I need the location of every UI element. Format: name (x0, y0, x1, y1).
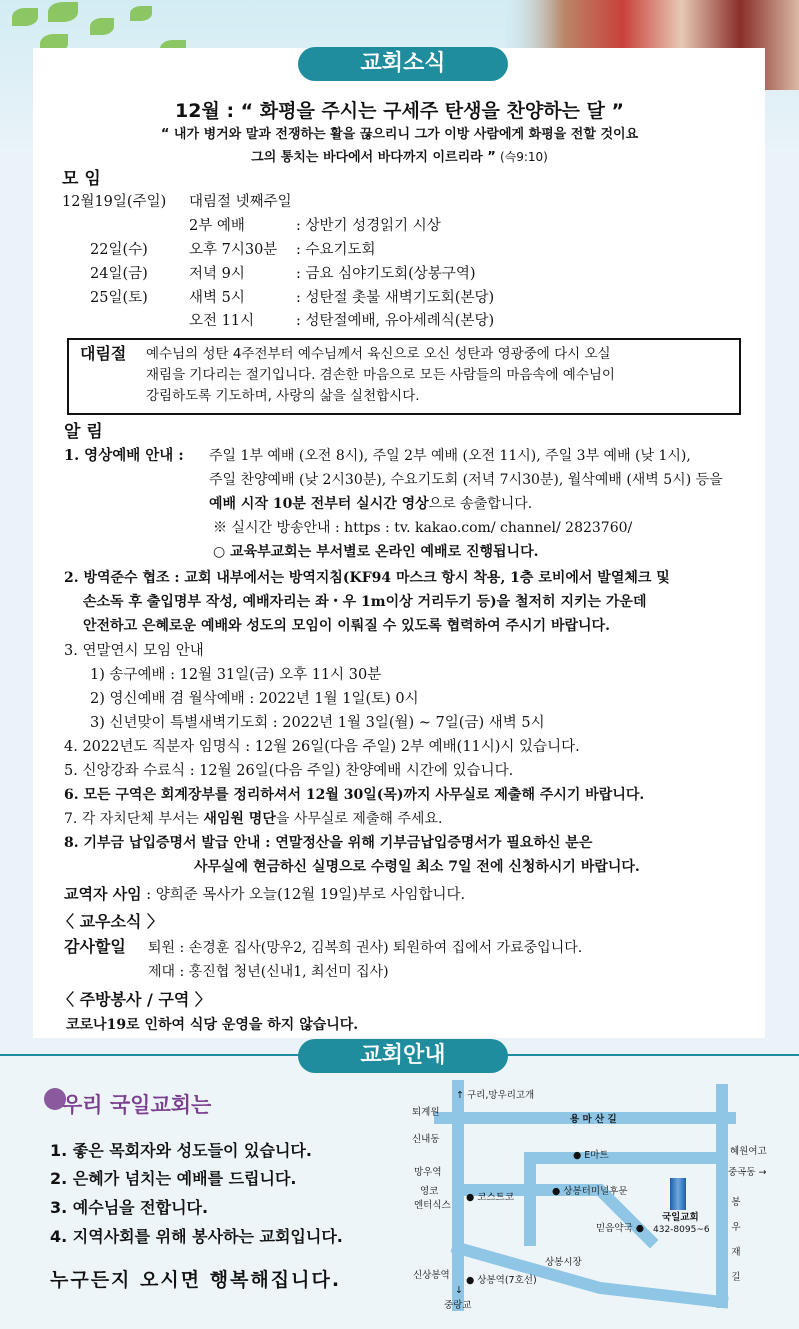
gathering-date: 24일(금) (90, 266, 148, 282)
notice-1-line-5: ○ 교육부교회는 부서별로 온라인 예배로 진행됩니다. (213, 544, 539, 560)
notice-7-bold: 새임원 명단 (203, 811, 276, 827)
members-news-line-1: 퇴원 : 손경훈 집사(망우2, 김복희 권사) 퇴원하여 집에서 가료중입니다. (148, 940, 583, 956)
intro-title: 우리 국일교회는 (62, 1093, 212, 1117)
notices-heading: 알 림 (64, 422, 103, 442)
notice-1-line-3-rest: 으로 송출합니다. (428, 496, 533, 512)
notice-3-title: 3. 연말연시 모임 안내 (64, 643, 204, 659)
minister-text: : 양희준 목사가 오늘(12월 19일)부로 사임합니다. (146, 887, 466, 903)
leaf-decoration (130, 6, 152, 21)
members-news-line-2: 제대 : 홍진협 청년(신내1, 최선미 집사) (148, 964, 389, 980)
gathering-date: 12월19일(주일) (62, 194, 167, 210)
map-label-sangbong-station: ● 상봉역(7호선) (466, 1275, 537, 1286)
kitchen-heading: 〈 주방봉사 / 구역 〉 (58, 990, 211, 1009)
map-label-sangbong-market: 상봉시장 (545, 1257, 582, 1268)
notice-7 (64, 810, 442, 828)
map-label-church-phone: 432-8095~6 (653, 1225, 710, 1235)
notice-7-pre: 7. 각 자치단체 부서는 (64, 811, 204, 827)
church-point-3: 3. 예수님을 전합니다. (50, 1198, 209, 1217)
map-label-sinsangbong: 신상봉역 (413, 1270, 450, 1281)
map-label-sinnae: 신내동 (412, 1134, 440, 1145)
leaf-decoration (90, 18, 114, 35)
members-news-heading: 〈 교우소식 〉 (58, 912, 163, 931)
gathering-desc: : 성탄절 촛불 새벽기도회(본당) (296, 290, 495, 306)
leaf-decoration (12, 8, 38, 26)
gathering-time: 2부 예배 (189, 218, 245, 234)
month-theme-title: 12월 : “ 화평을 주시는 구세주 탄생을 찬양하는 달 ” (175, 100, 624, 122)
live-stream-url[interactable]: ※ 실시간 방송안내 : https : tv. kakao.com/ channel/ 2823760/ (213, 520, 633, 536)
notice-8-line-1: 8. 기부금 납입증명서 발급 안내 : 연말정산을 위해 기부금납입증명서가 필요하신 분은 (64, 835, 593, 851)
map-label-pharmacy: 믿음약국 ● (596, 1223, 645, 1234)
church-point-2: 2. 은혜가 넘치는 예배를 드립니다. (50, 1169, 297, 1188)
notice-1-line-2: 주일 찬양예배 (낮 2시30분), 수요기도회 (저녁 7시30분), 월삭예배 (새벽 5시) 등을 (209, 472, 723, 488)
map-arrow-down: ↓ (455, 1285, 463, 1296)
gathering-time: 저녁 9시 (189, 266, 245, 282)
minister-resignation (64, 885, 465, 904)
notice-1-line-3 (209, 495, 532, 513)
gatherings-heading: 모 임 (62, 169, 101, 189)
gathering-time: 대림절 넷째주일 (189, 194, 292, 210)
verse-text: 그의 통치는 바다에서 바다까지 이르리라 ” (251, 150, 496, 165)
leaf-decoration (48, 2, 78, 22)
gathering-desc: : 수요기도회 (296, 242, 376, 258)
gathering-date: 25일(토) (90, 290, 148, 306)
church-point-1: 1. 좋은 목회자와 성도들이 있습니다. (50, 1141, 312, 1160)
verse-line-2 (0, 148, 799, 167)
notice-3-item-2: 2) 영신예배 겸 월삭예배 : 2022년 1월 1일(토) 0시 (90, 691, 419, 707)
map-label-emart: ● E마트 (573, 1150, 609, 1161)
map-label-jungnang: 중랑교 (444, 1300, 472, 1311)
map-label-mangu: 망우역 (414, 1167, 442, 1178)
section-title-news: 교회소식 (298, 47, 508, 81)
advent-label: 대림절 (80, 344, 127, 363)
notice-1-highlight: 예배 시작 10분 전부터 실시간 영상 (209, 496, 429, 512)
notice-2-line-2: 손소독 후 출입명부 작성, 예배자리는 좌・우 1m이상 거리두기 등)을 철저히 지키는 가운데 (83, 594, 647, 610)
gathering-time: 새벽 5시 (189, 290, 245, 306)
church-building-icon (670, 1178, 686, 1210)
advent-line-3: 강림하도록 기도하며, 사랑의 삶을 실천합시다. (146, 388, 420, 404)
notice-2-line-1: 2. 방역준수 협조 : 교회 내부에서는 방역지침(KF94 마스크 항시 착용, 1층 로비에서 발열체크 및 (64, 570, 670, 586)
gathering-desc: : 성탄절예배, 유아세례식(본당) (296, 313, 495, 329)
map-label-junggok: 중곡동 → (728, 1167, 767, 1178)
church-slogan: 누구든지 오시면 행복해집니다. (50, 1269, 342, 1291)
map-label-bongu: 봉 우 재 길 (731, 1197, 741, 1283)
notice-1-label: 1. 영상예배 안내 : (64, 447, 184, 464)
advent-line-2: 재림을 기다리는 절기입니다. 겸손한 마음으로 모든 사람들의 마음속에 예수님이 (146, 367, 615, 383)
gathering-desc: : 상반기 성경읽기 시상 (296, 218, 441, 234)
map-label-church-name: 국일교회 (662, 1212, 699, 1223)
notice-3-item-3: 3) 신년맞이 특별새벽기도회 : 2022년 1월 3일(월) ~ 7일(금) 새벽 5시 (90, 715, 545, 731)
map-label-yeongko: 영코 (420, 1186, 439, 1197)
section-title-info: 교회안내 (298, 1039, 508, 1073)
map-label-top-road: ↑ 구리,망우리고개 (456, 1090, 535, 1101)
verse-line-1: “ 내가 병거와 말과 전쟁하는 활을 끊으리니 그가 이방 사람에게 화평을 전할 것이요 (160, 127, 639, 142)
advent-line-1: 예수님의 성탄 4주전부터 예수님께서 육신으로 오신 성탄과 영광중에 다시 오실 (146, 346, 611, 362)
thanks-label: 감사할일 (64, 937, 126, 956)
map-label-hyewon: 혜원여고 (730, 1146, 767, 1157)
verse-reference: (슥9:10) (499, 150, 548, 164)
notice-1-line-1: 주일 1부 예배 (오전 8시), 주일 2부 예배 (오전 11시), 주일 3부 예배 (낮 1시), (209, 448, 691, 464)
map-label-terminal: ● 상봉터미널후문 (552, 1186, 628, 1197)
gathering-time: 오전 11시 (189, 313, 255, 329)
gathering-date: 22일(수) (90, 242, 148, 258)
notice-2-line-3: 안전하고 은혜로운 예배와 성도의 모임이 이뤄질 수 있도록 협력하여 주시기 바랍니다. (83, 618, 610, 634)
notice-4: 4. 2022년도 직분자 임명식 : 12월 26일(다음 주일) 2부 예배(11시)시 있습니다. (64, 739, 580, 755)
map-label-entersix: 엔터식스 (414, 1200, 451, 1211)
gathering-time: 오후 7시30분 (189, 242, 278, 258)
notice-7-post: 을 사무실로 제출해 주세요. (275, 811, 443, 827)
map-label-toegye: 퇴계원 (412, 1107, 440, 1118)
kitchen-text: 코로나19로 인하여 식당 운영을 하지 않습니다. (66, 1017, 359, 1033)
notice-3-item-1: 1) 송구예배 : 12월 31일(금) 오후 11시 30분 (90, 667, 382, 683)
minister-label: 교역자 사임 (64, 885, 142, 903)
gathering-desc: : 금요 심야기도회(상봉구역) (296, 266, 476, 282)
notice-8-line-2: 사무실에 현금하신 실명으로 수령일 최소 7일 전에 신청하시기 바랍니다. (194, 859, 640, 875)
notice-6: 6. 모든 구역은 회계장부를 정리하셔서 12월 30일(목)까지 사무실로 제출해 주시기 바랍니다. (64, 787, 645, 803)
map-label-costco: ● 코스트코 (466, 1192, 515, 1203)
church-point-4: 4. 지역사회를 위해 봉사하는 교회입니다. (50, 1227, 343, 1246)
notice-5: 5. 신앙강좌 수료식 : 12월 26일(다음 주일) 찬양예배 시간에 있습니다. (64, 763, 514, 779)
map-label-yongmasan: 용 마 산 길 (570, 1114, 617, 1125)
